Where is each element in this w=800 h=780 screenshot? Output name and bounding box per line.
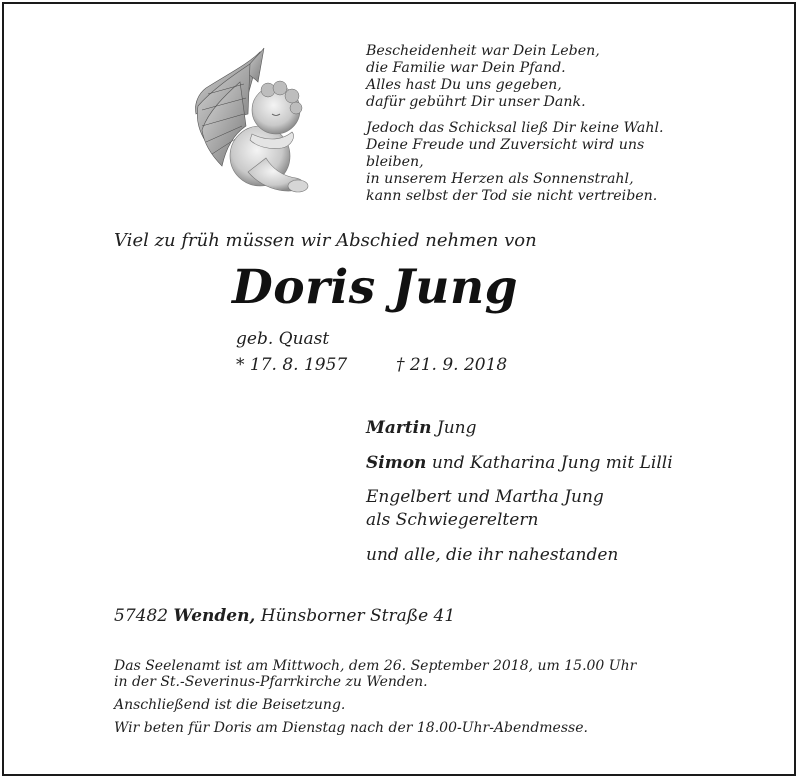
family-rest: und Katharina Jung mit Lilli [426, 453, 673, 473]
family-first-name: Simon [366, 453, 427, 473]
family-member [366, 510, 538, 531]
address-zip: 57482 [114, 606, 174, 626]
poem-line: dafür gebührt Dir unser Dank. [366, 94, 586, 110]
family-member [366, 487, 604, 508]
poem-line: Alles hast Du uns gegeben, [366, 77, 562, 93]
poem-line: in unserem Herzen als Sonnenstrahl, [366, 171, 634, 187]
address [114, 606, 455, 626]
family-member [366, 545, 618, 566]
birth-date: * 17. 8. 1957 [236, 355, 348, 375]
family-rest: als Schwiegereltern [366, 510, 539, 530]
service-note: Wir beten für Doris am Dienstag nach der 18.00-Uhr-Abendmesse. [114, 720, 588, 736]
address-town: Wenden, [173, 606, 256, 626]
family-member [366, 418, 476, 439]
life-dates [236, 355, 507, 375]
address-street: Hünsborner Straße 41 [255, 606, 456, 626]
poem-stanza-2 [366, 120, 766, 205]
service-note: Anschließend ist die Beisetzung. [114, 697, 346, 713]
poem-line: Bescheidenheit war Dein Leben, [366, 43, 600, 59]
cherub-angel-icon [188, 44, 312, 204]
deceased-name: Doris Jung [232, 260, 518, 315]
birth-name: geb. Quast [236, 329, 330, 349]
family-member [366, 453, 673, 474]
poem-line: kann selbst der Tod sie nicht vertreiben. [366, 188, 658, 204]
death-date: † 21. 9. 2018 [396, 355, 508, 375]
service-note: in der St.-Severinus-Pfarrkirche zu Wenden. [114, 674, 428, 690]
poem-line: bleiben, [366, 154, 424, 170]
poem-line: die Familie war Dein Pfand. [366, 60, 566, 76]
family-first-name: Martin [366, 418, 432, 438]
poem-line: Deine Freude und Zuversicht wird uns [366, 137, 645, 153]
poem-line: Jedoch das Schicksal ließ Dir keine Wahl. [366, 120, 664, 136]
intro-text: Viel zu früh müssen wir Abschied nehmen von [114, 230, 537, 251]
poem-stanza-1 [366, 43, 766, 111]
family-rest: Engelbert und Martha Jung [366, 487, 604, 507]
service-note: Das Seelenamt ist am Mittwoch, dem 26. September 2018, um 15.00 Uhr [114, 658, 637, 674]
family-rest: Jung [431, 418, 477, 438]
family-rest: und alle, die ihr nahestanden [366, 545, 619, 565]
